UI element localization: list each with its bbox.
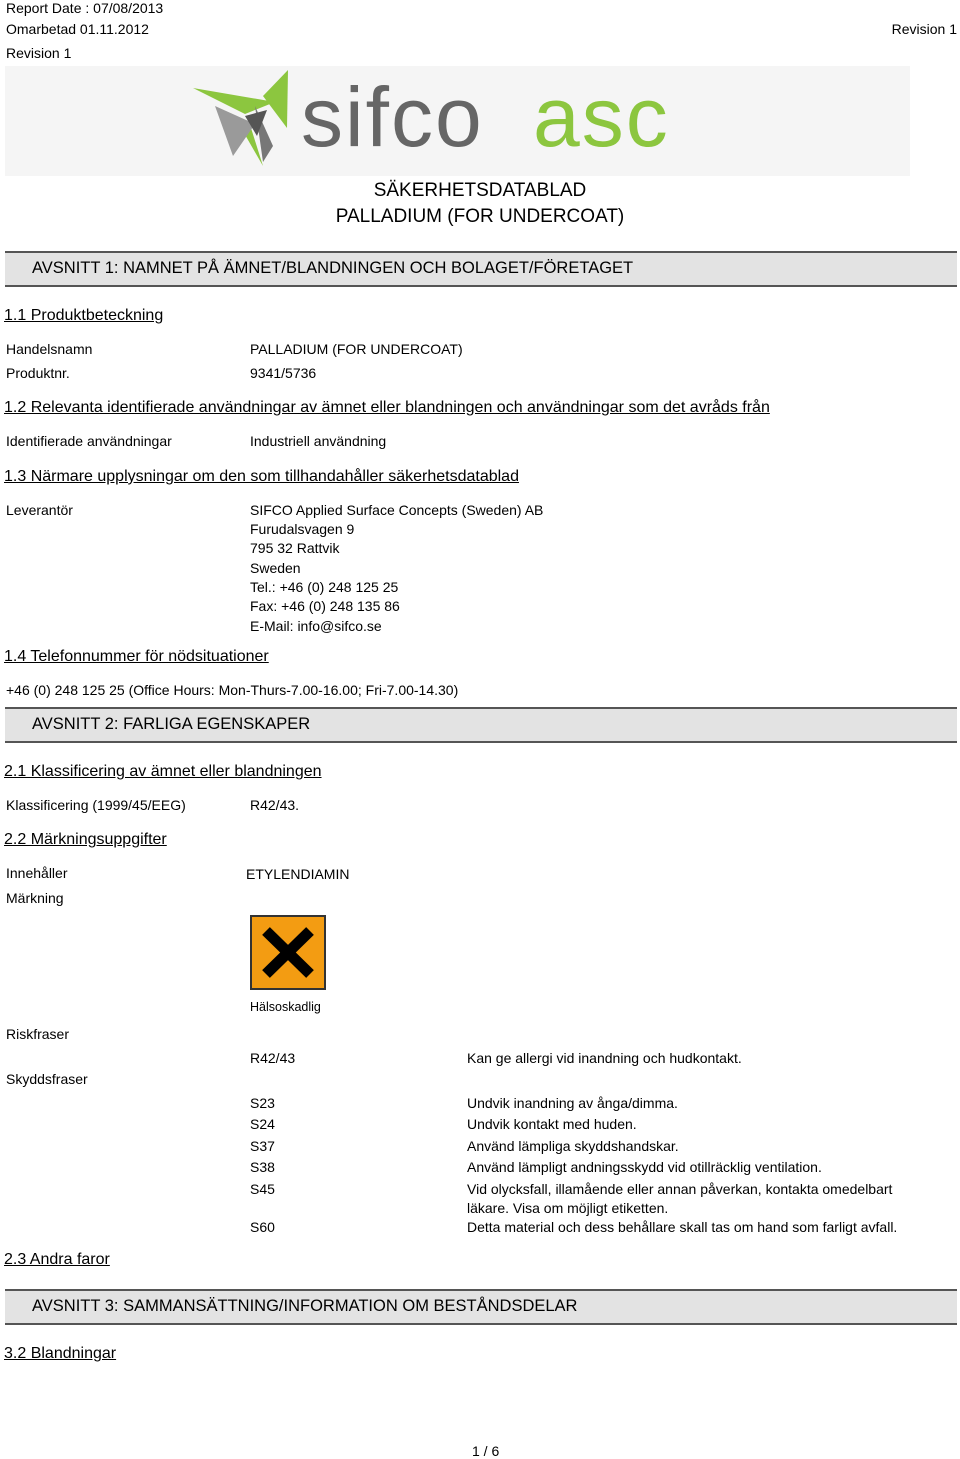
identified-uses-value: Industriell användning xyxy=(250,433,387,449)
report-date: Report Date : 07/08/2013 xyxy=(6,0,164,16)
section-1-header xyxy=(5,251,957,287)
emergency-phone: +46 (0) 248 125 25 (Office Hours: Mon-Thurs-7.00-16.00; Fri-7.00-14.30) xyxy=(6,682,459,698)
subsection-3-2: 3.2 Blandningar xyxy=(4,1345,117,1362)
contains-value: ETYLENDIAMIN xyxy=(246,866,350,882)
classification-label: Klassificering (1999/45/EEG) xyxy=(6,797,186,813)
logo-text-sifco: sifco xyxy=(301,70,484,164)
supplier-street: Furudalsvagen 9 xyxy=(250,521,355,537)
subsection-1-3: 1.3 Närmare upplysningar om den som tillhandahåller säkerhetsdatablad xyxy=(4,468,519,485)
supplier-fax: Fax: +46 (0) 248 135 86 xyxy=(250,598,400,614)
safety-text: Undvik kontakt med huden. xyxy=(467,1116,637,1132)
safety-text-continued: läkare. Visa om möjligt etiketten. xyxy=(467,1200,669,1216)
safety-phrases-label: Skyddsfraser xyxy=(6,1071,88,1087)
safety-text: Använd lämpligt andningsskydd vid otillräcklig ventilation. xyxy=(467,1159,822,1175)
identified-uses-label: Identifierade användningar xyxy=(6,433,172,449)
safety-code: S38 xyxy=(250,1159,275,1175)
logo-text-asc: asc xyxy=(533,70,670,164)
subsection-1-1: 1.1 Produktbeteckning xyxy=(4,307,164,324)
supplier-email: E-Mail: info@sifco.se xyxy=(250,618,382,634)
subsection-1-2: 1.2 Relevanta identifierade användningar av ämnet eller blandningen och användningar som det avråds från xyxy=(4,399,770,416)
labelling-label: Märkning xyxy=(6,890,64,906)
safety-code: S60 xyxy=(250,1219,275,1235)
classification-value: R42/43. xyxy=(250,797,300,813)
revision-left: Revision 1 xyxy=(6,45,72,61)
risk-code: R42/43 xyxy=(250,1050,296,1066)
supplier-name: SIFCO Applied Surface Concepts (Sweden) AB xyxy=(250,502,544,518)
safety-code: S37 xyxy=(250,1138,275,1154)
subsection-2-1: 2.1 Klassificering av ämnet eller blandningen xyxy=(4,763,322,780)
page-number: 1 / 6 xyxy=(472,1443,500,1459)
subsection-2-2: 2.2 Märkningsuppgifter xyxy=(4,831,167,848)
section-2-header xyxy=(5,707,957,743)
harmful-x-icon xyxy=(250,915,326,990)
section-2-title: AVSNITT 2: FARLIGA EGENSKAPER xyxy=(32,715,311,733)
company-logo xyxy=(5,66,910,176)
risk-text: Kan ge allergi vid inandning och hudkontakt. xyxy=(467,1050,742,1066)
section-1-title: AVSNITT 1: NAMNET PÅ ÄMNET/BLANDNINGEN OCH BOLAGET/FÖRETAGET xyxy=(32,259,634,277)
safety-text: Detta material och dess behållare skall tas om hand som farligt avfall. xyxy=(467,1219,898,1235)
hazard-caption: Hälsoskadlig xyxy=(250,1000,321,1014)
supplier-phone: Tel.: +46 (0) 248 125 25 xyxy=(250,579,399,595)
product-number-label: Produktnr. xyxy=(6,365,70,381)
trade-name-value: PALLADIUM (FOR UNDERCOAT) xyxy=(250,341,463,357)
supplier-country: Sweden xyxy=(250,560,301,576)
document-title: SÄKERHETSDATABLAD xyxy=(373,180,587,201)
revision-right: Revision 1 xyxy=(891,21,957,37)
safety-text: Använd lämpliga skyddshandskar. xyxy=(467,1138,679,1154)
supplier-postal: 795 32 Rattvik xyxy=(250,540,340,556)
subsection-2-3: 2.3 Andra faror xyxy=(4,1251,110,1268)
contains-label: Innehåller xyxy=(6,865,68,881)
logo-mark-icon xyxy=(5,66,910,176)
product-number-value: 9341/5736 xyxy=(250,365,317,381)
safety-text: Vid olycksfall, illamående eller annan påverkan, kontakta omedelbart xyxy=(467,1181,893,1197)
section-3-header xyxy=(5,1289,957,1325)
safety-code: S23 xyxy=(250,1095,275,1111)
section-3-title: AVSNITT 3: SAMMANSÄTTNING/INFORMATION OM BESTÅNDSDELAR xyxy=(32,1297,578,1315)
safety-code: S24 xyxy=(250,1116,275,1132)
trade-name-label: Handelsnamn xyxy=(6,341,93,357)
risk-phrases-label: Riskfraser xyxy=(6,1026,70,1042)
product-title: PALLADIUM (FOR UNDERCOAT) xyxy=(335,206,625,227)
subsection-1-4: 1.4 Telefonnummer för nödsituationer xyxy=(4,648,269,665)
revised-date: Omarbetad 01.11.2012 xyxy=(6,21,149,37)
safety-text: Undvik inandning av ånga/dimma. xyxy=(467,1095,678,1111)
safety-code: S45 xyxy=(250,1181,275,1197)
supplier-label: Leverantör xyxy=(6,502,73,518)
